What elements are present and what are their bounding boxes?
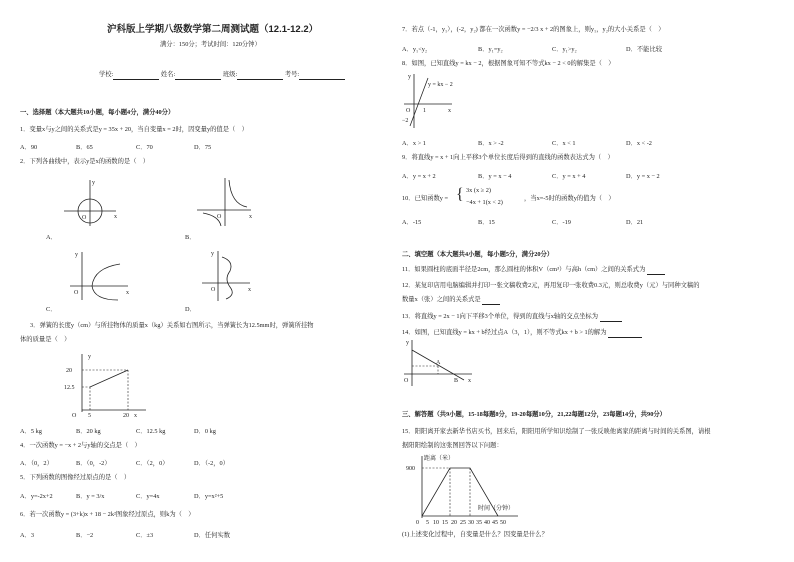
svg-text:y: y [92,180,95,186]
q15-xtick: 5 [426,520,429,526]
q10-text-pre: 10．已知函数y = [402,195,449,202]
q9-text: 9．将直线y = x + 1向上平移3个单位长度后得到的直线的函数表达式为（ ） [402,154,614,161]
q8-graph [402,72,454,130]
q15-xtick: 40 [484,520,490,526]
q2-label-d: D． [185,306,196,313]
q2-graph-a [60,178,120,228]
q11-answer-blank[interactable] [647,266,665,275]
q14-point-b: B [454,378,459,384]
q6-option-c: C．±3 [136,532,154,539]
q2-text: 2．下列各曲线中，表示y是x的函数的是（ ） [20,158,150,165]
q3-xtick-5: 5 [88,413,91,419]
q6-option-d: D．任何实数 [194,532,231,539]
q4-text: 4．一次函数y = −x + 2与y轴的交点是（ ） [20,442,141,449]
q15-xtick: 45 [492,520,498,526]
q3-graph [60,350,150,418]
exam-info: 满分：150分；考试时间：120分钟） [160,41,261,48]
q15-text-line2: 据阳阳绘制的这张图回答以下问题： [402,442,503,449]
q2-label-c: C． [46,306,57,313]
q8-option-a: A．x > 1 [402,140,426,147]
q8-axis-y: y [408,74,411,80]
q5-option-b: B．y = 3/x [76,493,105,500]
q5-text: 5．下列函数的图像经过原点的是（ ） [20,474,131,481]
q8-axis-x: x [448,108,451,114]
q7-text: 7．若点（-1，y₁），(-2，y₂) 都在一次函数y = −2/3 x + 2的图象上，则y₁，y₂的大小关系是（ ） [402,26,665,33]
q3-ytick-20: 20 [66,368,72,374]
q3-text-line2: 体的质量是（ ） [20,336,71,343]
q1-option-b: B．65 [76,144,93,151]
q9-option-a: A．y = x + 2 [402,173,436,180]
section1-heading: 一、选择题（本大题共10小题，每小题4分，满分40分） [20,109,175,116]
name-label: 姓名: [160,71,176,78]
school-field[interactable] [113,71,159,80]
svg-text:x: x [114,214,117,220]
q3-option-c: C．12.5 kg [136,428,166,435]
q1-option-c: C．70 [136,144,153,151]
q2-graph-c [66,248,132,302]
q10-text-post: ，当x=-5时的函数y的值为（ ） [524,195,615,202]
svg-text:O: O [74,290,79,296]
id-field[interactable] [299,71,345,80]
q1-text: 1．变量x与y之间的关系式是y = 35x + 20，当自变量x = 2时，因变量y的值是（ ） [20,126,248,133]
q13-text: 13．将直线y = 2x − 1向下平移3个单位，得到的直线与x轴的交点坐标为 [402,313,622,322]
q12-answer-blank[interactable] [482,296,500,305]
q1-option-d: D．75 [194,144,212,151]
q8-xtick-1: 1 [423,108,426,114]
q2-graph-b [195,176,255,228]
q2-label-b: B． [185,234,196,241]
q10-option-a: A．-15 [402,219,422,226]
q14-point-a: A [436,360,441,366]
q10-option-c: C．-19 [552,219,571,226]
q13-answer-blank[interactable] [600,313,622,322]
q8-origin: O [406,108,411,114]
q14-axis-x: x [468,378,471,384]
q7-option-d: D．不能比较 [626,46,663,53]
q12-text-line1: 12．某复印店用电脑编辑并打印一张文稿收费2元，再用复印一张收费0.3元，则总收费y（元）与同种文稿的 [402,282,700,289]
q11-text: 11．如果圆柱的底面半径是2cm，那么圆柱的体积V（cm³）与高h（cm）之间的关系式为 [402,266,665,275]
q15-graph [402,452,522,526]
q15-origin: 0 [416,520,419,526]
q10-brace: { [456,186,464,203]
q15-xtick: 35 [476,520,482,526]
svg-text:x: x [249,214,252,220]
q8-ytick-neg2: −2 [402,118,409,124]
q7-option-a: A．y₁<y₂ [402,46,428,53]
q1-option-a: A．90 [20,144,38,151]
q4-option-a: A．（0，2） [20,460,53,467]
svg-text:y: y [75,252,78,258]
q14-axis-y: y [406,340,409,346]
q2-graph-d [198,247,254,303]
q10-option-b: B．15 [478,219,495,226]
q6-option-b: B．−2 [76,532,94,539]
q4-option-c: C．（2，0） [136,460,169,467]
q3-option-b: B．20 kg [76,428,101,435]
q3-text-line1: 3．弹簧的长度y（cm）与所挂物体的质量x（kg）关系如右图所示，当弹簧长为12.5mm时，弹簧所挂物 [30,322,314,329]
student-info-line [99,71,345,80]
q10-case2: −4x + 1(x < 2) [466,199,503,206]
q3-axis-x: x [134,413,137,419]
section3-heading: 三、解答题（共9小题，15-18每题8分，19-20每题10分，21,22每题12分，23每题14分，共90分） [402,411,666,418]
q14-graph [402,338,478,388]
page-title: 沪科版上学期八级数学第二周测试题（12.1-12.2） [107,24,319,35]
q3-origin: O [72,413,77,419]
svg-text:O: O [211,287,216,293]
q15-xtick: 15 [442,520,448,526]
q14-origin: O [404,378,409,384]
q14-text: 14．如图，已知直线y = kx + b经过点A（3，1），则不等式kx + b > 1的解为 [402,329,642,338]
q12-text-line2: 数量x（张）之间的关系式是 [402,296,500,305]
q6-option-a: A．3 [20,532,34,539]
q3-option-d: D．0 kg [194,428,216,435]
q3-axis-y: y [88,354,91,360]
q15-axis-x-label: 时间（分钟） [478,506,515,512]
q15-xtick: 50 [500,520,506,526]
name-field[interactable] [175,71,221,80]
q10-case1: 3x (x ≥ 2) [466,187,491,194]
q10-option-d: D．21 [626,219,644,226]
q15-xtick: 25 [460,520,466,526]
svg-text:x: x [126,290,129,296]
q8-option-d: D．x < -2 [626,140,652,147]
q5-option-a: A．y=-2x+2 [20,493,53,500]
section2-heading: 二、填空题（本大题共4小题，每小题5分，满分20分） [402,251,554,258]
q2-label-a: A． [46,234,57,241]
q15-ytick-900: 900 [406,466,415,472]
svg-text:O: O [217,214,222,220]
q15-axis-y-label: 距离（米） [424,456,455,462]
q5-option-d: D．y=x²+5 [194,493,224,500]
school-label: 学校: [99,71,114,78]
svg-text:x: x [248,287,251,293]
q9-option-b: B．y = x − 4 [478,173,512,180]
q5-option-c: C．y=4x [136,493,160,500]
q8-text: 8．如图，已知直线y = kx − 2，根据图象可知不等式kx − 2 < 0的解集是（ ） [402,60,615,67]
q3-ytick-12-5: 12.5 [64,385,75,391]
class-label: 班级: [222,71,238,78]
q8-option-b: B．x > -2 [478,140,504,147]
q15-subquestion-1: (1)上述变化过程中，自变量是什么？因变量是什么？ [402,531,548,538]
q3-xtick-20: 20 [123,413,129,419]
q14-answer-blank[interactable] [608,329,642,338]
svg-text:y: y [211,251,214,257]
id-label: 考号: [284,71,300,78]
svg-text:O: O [82,215,87,221]
class-field[interactable] [237,71,283,80]
q7-option-c: C．y₁>y₂ [552,46,577,53]
q9-option-d: D．y = x − 2 [626,173,660,180]
q4-option-d: D．（-2，0） [194,460,229,467]
q6-text: 6．若一次函数y = (3+k)x + 18 − 2k²图象经过原点，则k为（ ） [20,511,195,518]
q4-option-b: B．（0，-2） [76,460,111,467]
q8-option-c: C．x < 1 [552,140,576,147]
q15-xtick: 10 [433,520,439,526]
q3-option-a: A．5 kg [20,428,42,435]
q15-xtick: 20 [451,520,457,526]
q8-line-label: y = kx − 2 [428,82,453,88]
q7-option-b: B．y₁=y₂ [478,46,503,53]
q9-option-c: C．y = x + 4 [552,173,586,180]
q15-text-line1: 15．阳阳离开家去新华书店买书，回来后，阳阳用所学知识绘制了一张反映他离家的距离与时间的关系图，请根 [402,428,711,435]
q15-xtick: 30 [468,520,474,526]
